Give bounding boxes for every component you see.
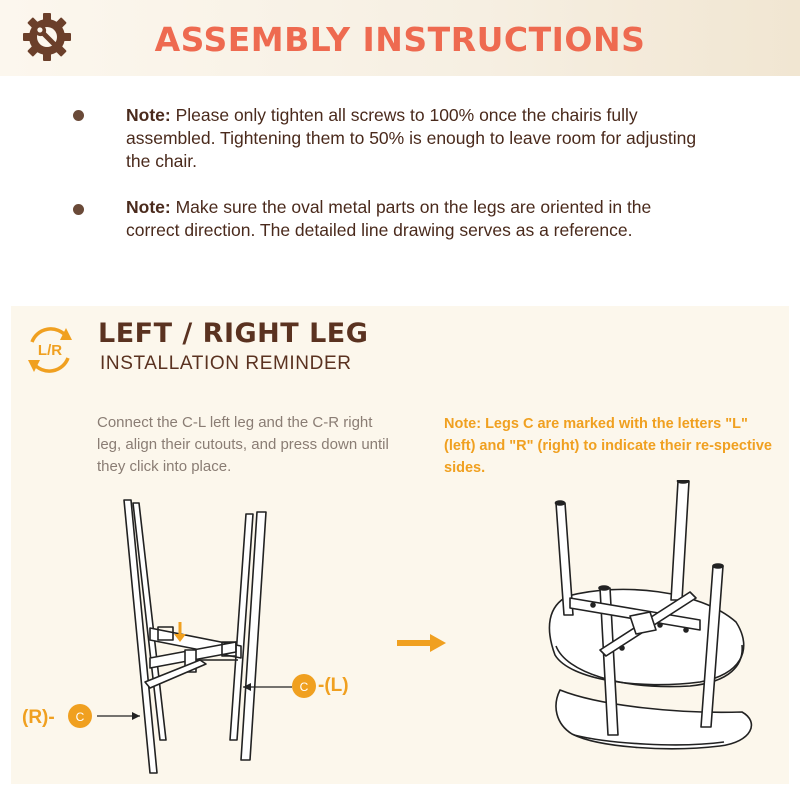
section-title: LEFT / RIGHT LEG: [98, 318, 369, 349]
note-text: Make sure the oval metal parts on the legs are oriented in the correct direction. The detailed line drawing serves as a reference.: [126, 197, 652, 240]
left-right-swap-icon: [20, 320, 80, 380]
bullet-icon: [73, 204, 84, 215]
instruction-text: Connect the C-L left leg and the C-R right leg, align their cutouts, and press down until they click into place.: [97, 414, 389, 475]
note-label: Note:: [126, 105, 171, 125]
bullet-icon: [73, 110, 84, 121]
section-subtitle: INSTALLATION REMINDER: [100, 353, 352, 374]
orange-note: Note: Legs C are marked with the letters "L" (left) and "R" (right) to indicate their re-spective sides.: [444, 416, 772, 476]
right-leg-marker: (R)-: [22, 707, 55, 728]
note-text: Please only tighten all screws to 100% once the chairis fully assembled. Tightening them to 50% is enough to leave room for adjusting the chair.: [126, 105, 697, 171]
note-label: Note:: [126, 197, 171, 217]
leg-frame-drawing: [97, 500, 292, 773]
lr-icon-text: L/R: [37, 342, 63, 359]
leg-diagram: [0, 480, 800, 800]
c-badge-letter: C: [75, 710, 85, 724]
right-arrow-icon: [397, 634, 446, 652]
note-1: [126, 104, 706, 173]
header-banner: [0, 0, 800, 76]
pointer-arrow-icon: [132, 712, 140, 720]
page-title: ASSEMBLY INSTRUCTIONS: [154, 20, 646, 59]
assembled-chair-drawing: [549, 480, 751, 749]
note-2: [126, 196, 706, 242]
left-leg-marker: -(L): [318, 675, 349, 696]
c-badge-letter: C: [299, 680, 309, 694]
